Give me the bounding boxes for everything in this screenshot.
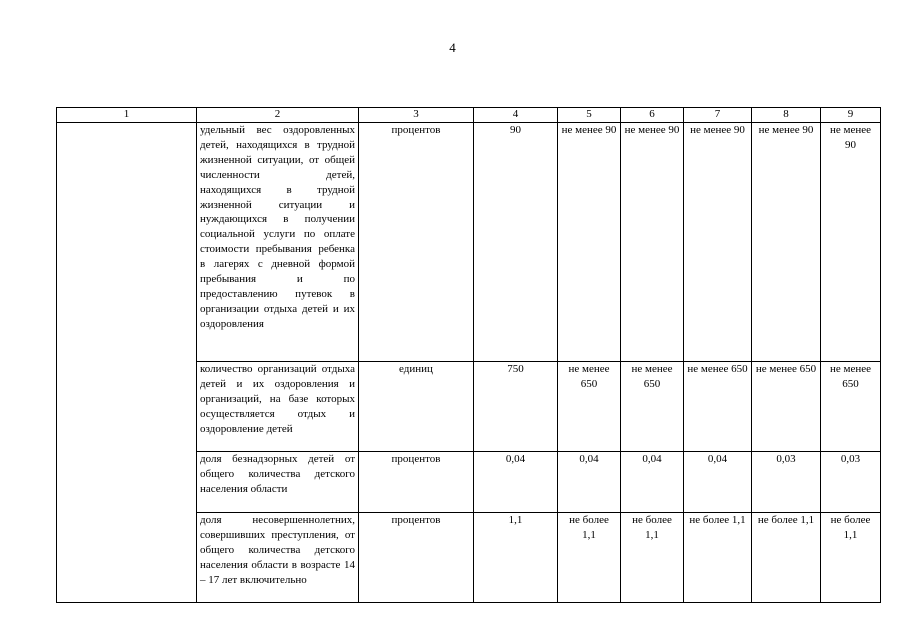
column-header: 2: [197, 108, 359, 123]
column-header: 9: [821, 108, 881, 123]
column-header: 6: [621, 108, 684, 123]
page-number: 4: [449, 40, 456, 55]
value-cell: не менее 90: [558, 123, 621, 362]
value-cell: не более 1,1: [752, 513, 821, 603]
value-cell: 0,04: [621, 452, 684, 513]
column-header: 4: [474, 108, 558, 123]
column-header: 8: [752, 108, 821, 123]
value-cell: 0,04: [558, 452, 621, 513]
merged-empty-cell: [57, 123, 197, 603]
value-cell: не менее 650: [684, 362, 752, 452]
value-cell: 0,03: [752, 452, 821, 513]
value-cell: не менее 650: [621, 362, 684, 452]
value-cell: не более 1,1: [621, 513, 684, 603]
indicators-table: [56, 107, 881, 603]
column-header: 5: [558, 108, 621, 123]
value-cell: 0,04: [474, 452, 558, 513]
value-cell: не менее 650: [558, 362, 621, 452]
indicator-cell: количество организаций отдыха детей и их оздоровления и организаций, на базе которых осуществляется отдых и оздоровление детей: [197, 362, 359, 452]
value-cell: не менее 90: [621, 123, 684, 362]
value-cell: 90: [474, 123, 558, 362]
value-cell: 0,03: [821, 452, 881, 513]
unit-cell: процентов: [359, 452, 474, 513]
unit-cell: процентов: [359, 123, 474, 362]
column-header: 3: [359, 108, 474, 123]
indicator-cell: доля безнадзорных детей от общего количества детского населения области: [197, 452, 359, 513]
value-cell: не менее 650: [752, 362, 821, 452]
value-cell: 0,04: [684, 452, 752, 513]
column-header: 7: [684, 108, 752, 123]
indicator-cell: удельный вес оздоровленных детей, находящихся в трудной жизненной ситуации, от общей численности детей, находящихся в трудной жизненной ситуации и нуждающихся в получении социальной услуги по оплате стоимости пребывания ребенка в лагерях с дневной формой пребывания и по предоставлению путевок в организации отдыха детей и их оздоровления: [197, 123, 359, 362]
header-row: [57, 108, 881, 123]
value-cell: 1,1: [474, 513, 558, 603]
unit-cell: процентов: [359, 513, 474, 603]
value-cell: не более 1,1: [684, 513, 752, 603]
unit-cell: единиц: [359, 362, 474, 452]
value-cell: не менее 90: [752, 123, 821, 362]
value-cell: не менее 90: [821, 123, 881, 362]
value-cell: не менее 90: [684, 123, 752, 362]
table-row: [57, 123, 881, 362]
value-cell: не более 1,1: [821, 513, 881, 603]
value-cell: не менее 650: [821, 362, 881, 452]
indicator-cell: доля несовершеннолетних, совершивших преступления, от общего количества детского населения области в возрасте 14 – 17 лет включительно: [197, 513, 359, 603]
value-cell: 750: [474, 362, 558, 452]
column-header: 1: [57, 108, 197, 123]
value-cell: не более 1,1: [558, 513, 621, 603]
